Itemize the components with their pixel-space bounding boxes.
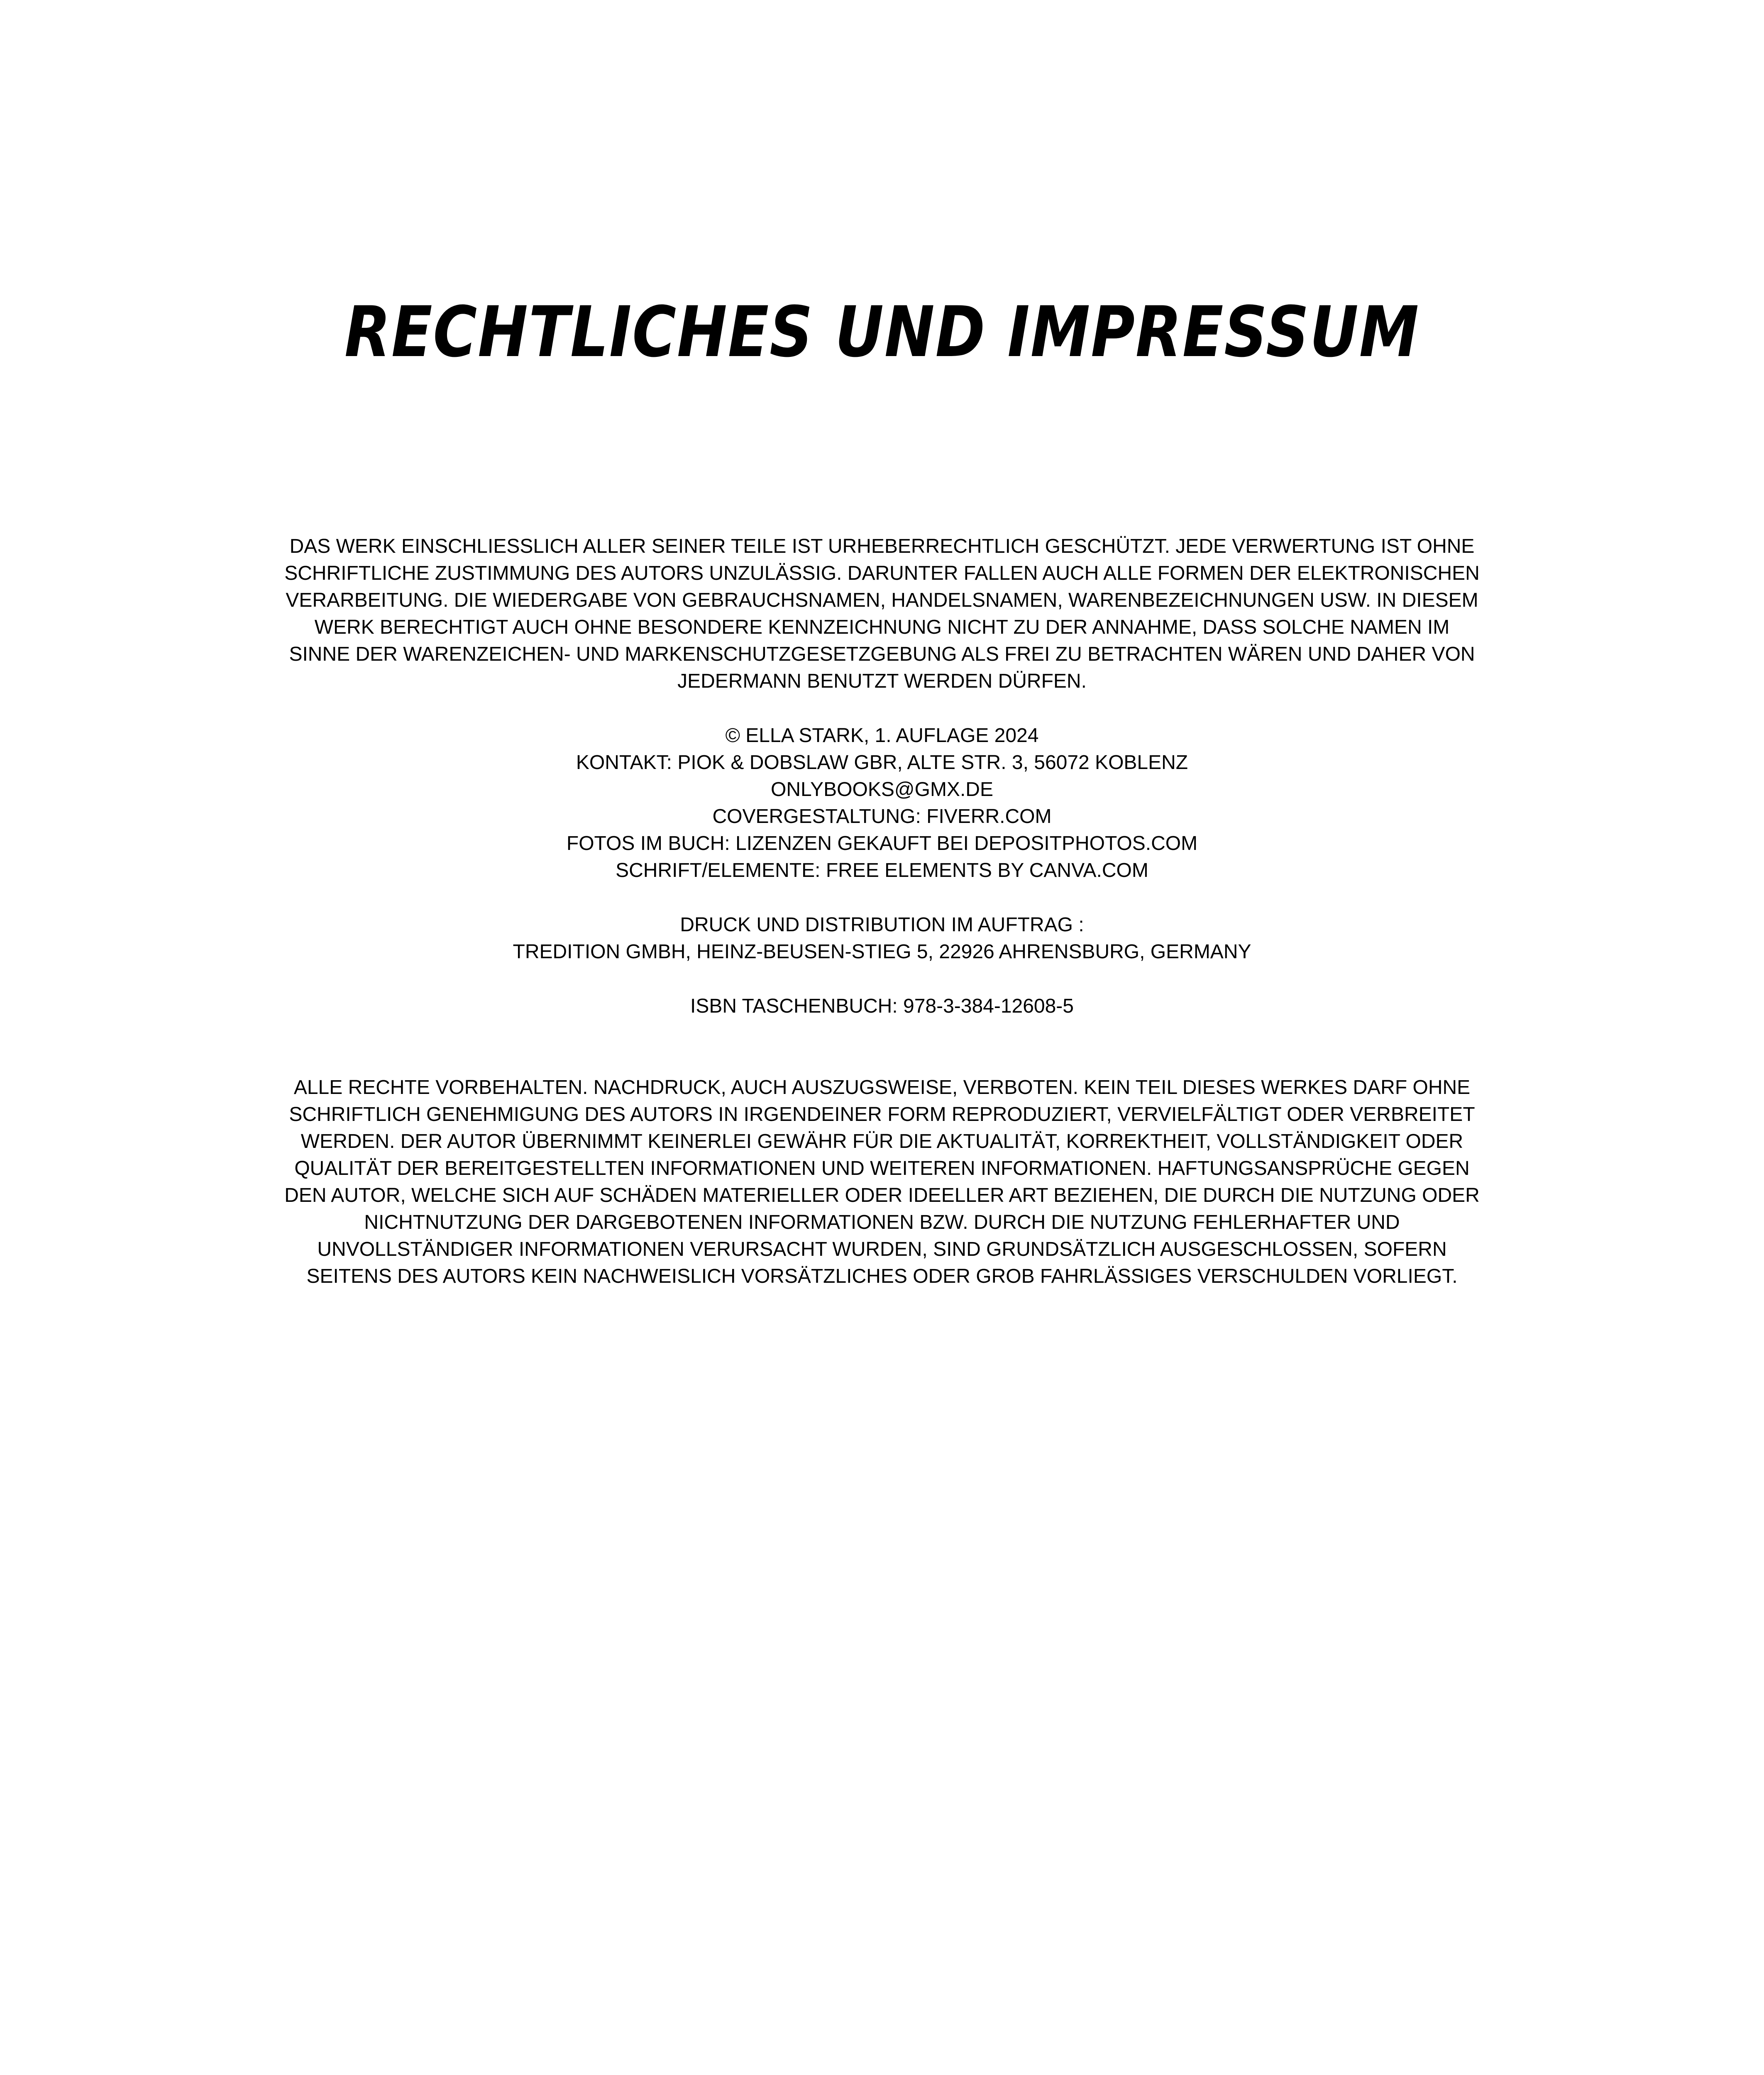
publisher-address-line: TREDITION GMBH, HEINZ-BEUSEN-STIEG 5, 22926 AHRENSBURG, GERMANY (513, 941, 1251, 963)
contact-email-line: ONLYBOOKS@GMX.DE (771, 779, 993, 801)
cover-design-line: COVERGESTALTUNG: FIVERR.COM (712, 806, 1052, 828)
contact-address-line: KONTAKT: PIOK & DOBSLAW GBR, ALTE STR. 3, 56072 KOBLENZ (576, 752, 1188, 774)
isbn-section (282, 993, 1482, 1020)
isbn-line: ISBN TASCHENBUCH: 978-3-384-12608-5 (690, 995, 1074, 1017)
copyright-line: © ELLA STARK, 1. AUFLAGE 2024 (725, 725, 1039, 747)
imprint-contact-section (282, 722, 1482, 884)
copyright-notice-section (282, 533, 1482, 695)
copyright-notice-paragraph: DAS WERK EINSCHLIESSLICH ALLER SEINER TEILE IST URHEBERRECHTLICH GESCHÜTZT. JEDE VERWERTUNG IST OHNE SCHRIFTLICHE ZUSTIMMUNG DES AUTORS UNZULÄSSIG. DARUNTER FALLEN AUCH ALLE FORMEN DER ELEKTRONISCHEN VERARBEITUNG. DIE WIEDERGABE VON GEBRAUCHSNAMEN, HANDELSNAMEN, WARENBEZEICHNUNGEN USW. IN DIESEM WERK BERECHTIGT AUCH OHNE BESONDERE KENNZEICHNUNG NICHT ZU DER ANNAHME, DASS SOLCHE NAMEN IM SINNE DER WARENZEICHEN- UND MARKENSCHUTZGESETZGEBUNG ALS FREI ZU BETRACHTEN WÄREN UND DAHER VON JEDERMANN BENUTZT WERDEN DÜRFEN. (284, 535, 1480, 692)
font-elements-line: SCHRIFT/ELEMENTE: FREE ELEMENTS BY CANVA.COM (616, 859, 1148, 881)
rights-disclaimer-paragraph: ALLE RECHTE VORBEHALTEN. NACHDRUCK, AUCH AUSZUGSWEISE, VERBOTEN. KEIN TEIL DIESES WERKES DARF OHNE SCHRIFTLICH GENEHMIGUNG DES AUTORS IN IRGENDEINER FORM REPRODUZIERT, VERVIELFÄLTIGT ODER VERBREITET WERDEN. DER AUTOR ÜBERNIMMT KEINERLEI GEWÄHR FÜR DIE AKTUALITÄT, KORREKTHEIT, VOLLSTÄNDIGKEIT ODER QUALITÄT DER BEREITGESTELLTEN INFORMATIONEN UND WEITEREN INFORMATIONEN. HAFTUNGSANSPRÜCHE GEGEN DEN AUTOR, WELCHE SICH AUF SCHÄDEN MATERIELLER ODER IDEELLER ART BEZIEHEN, DIE DURCH DIE NUTZUNG ODER NICHTNUTZUNG DER DARGEBOTENEN INFORMATIONEN BZW. DURCH DIE NUTZUNG FEHLERHAFTER UND UNVOLLSTÄNDIGER INFORMATIONEN VERURSACHT WURDEN, SIND GRUNDSÄTZLICH AUSGESCHLOSSEN, SOFERN SEITENS DES AUTORS KEIN NACHWEISLICH VORSÄTZLICHES ODER GROB FAHRLÄSSIGES VERSCHULDEN VORLIEGT. (284, 1077, 1480, 1287)
print-distribution-section (282, 911, 1482, 965)
rights-disclaimer-section (282, 1074, 1482, 1290)
page-title: RECHTLICHES UND IMPRESSUM (344, 291, 1420, 373)
print-distribution-heading: DRUCK UND DISTRIBUTION IM AUFTRAG : (680, 914, 1084, 936)
photo-credits-line: FOTOS IM BUCH: LIZENZEN GEKAUFT BEI DEPOSITPHOTOS.COM (566, 832, 1198, 854)
